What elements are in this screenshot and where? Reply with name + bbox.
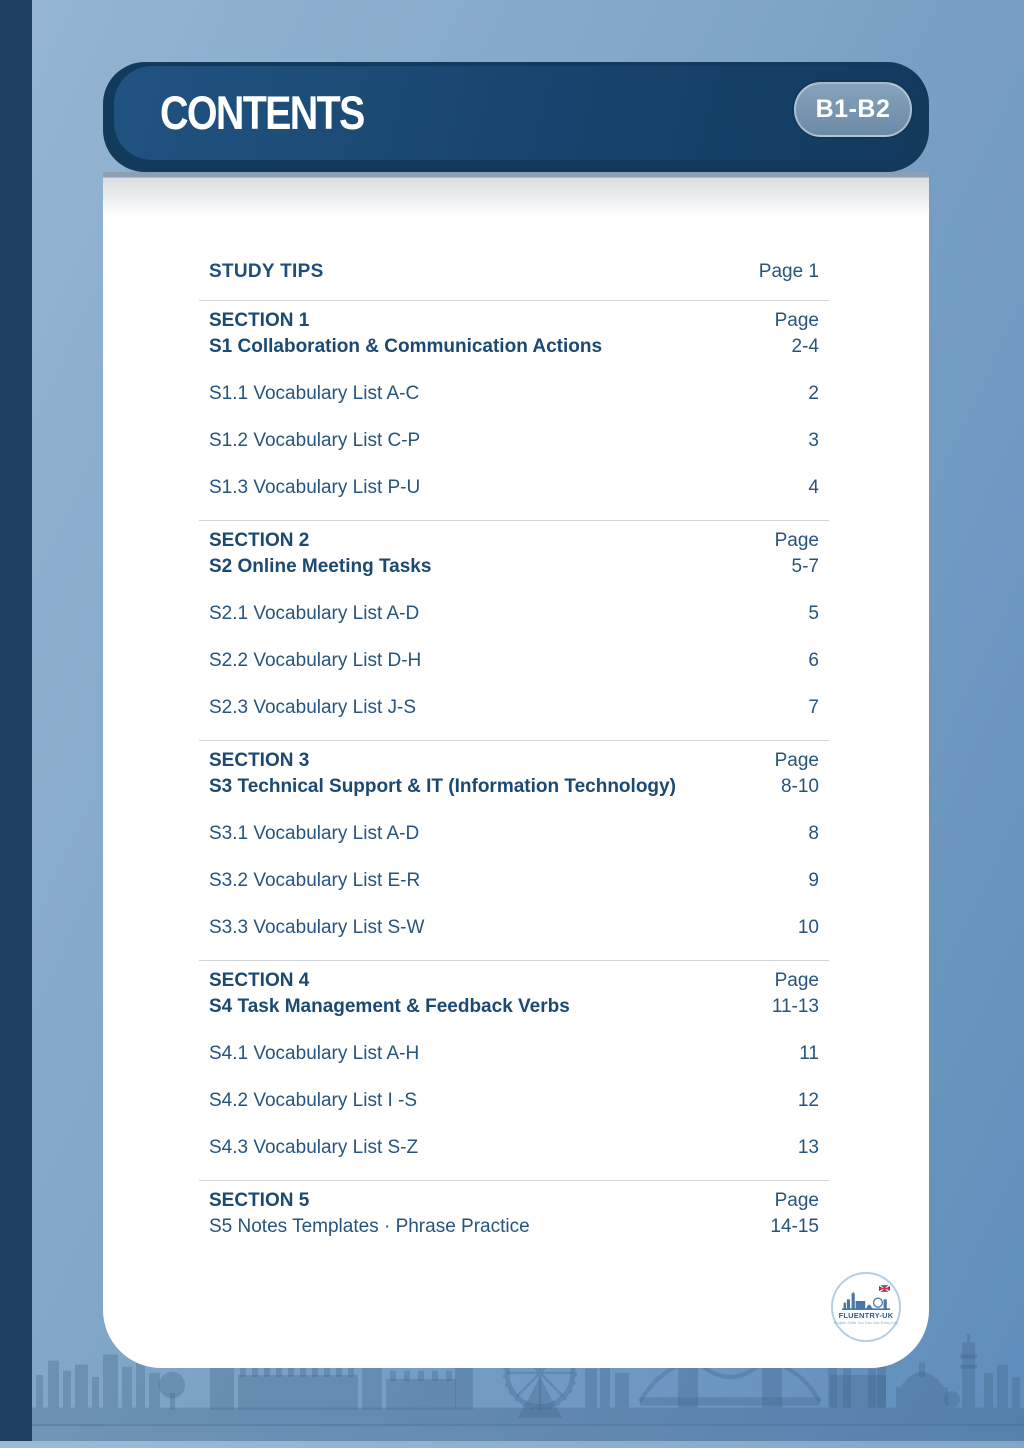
section-id: SECTION 1	[209, 310, 310, 331]
item-label: S4.1 Vocabulary List A-H	[209, 1043, 420, 1064]
page-range: 14-15	[770, 1216, 819, 1237]
page-range: 5-7	[791, 556, 819, 577]
section-title: S4 Task Management & Feedback Verbs	[209, 996, 570, 1017]
section-title: S3 Technical Support & IT (Information Technology)	[209, 776, 676, 797]
section-header	[199, 748, 829, 800]
item-page: 10	[797, 917, 819, 938]
uk-flag-icon	[879, 1285, 890, 1292]
item-label: S4.2 Vocabulary List I -S	[209, 1090, 418, 1111]
section-title: S1 Collaboration & Communication Actions	[209, 336, 603, 357]
toc-item	[199, 1041, 829, 1067]
section-header	[199, 968, 829, 1020]
page-title: CONTENTS	[160, 86, 364, 139]
item-label: S4.3 Vocabulary List S-Z	[209, 1137, 419, 1158]
skyline-ground-band	[0, 1424, 1024, 1441]
item-page: 5	[808, 603, 819, 624]
fluentry-uk-logo	[831, 1272, 901, 1342]
toc-item	[199, 1088, 829, 1114]
item-label: S1.3 Vocabulary List P-U	[209, 477, 421, 498]
toc-item	[199, 648, 829, 674]
item-page: 11	[799, 1043, 819, 1064]
item-label: S2.2 Vocabulary List D-H	[209, 650, 422, 671]
section-id: SECTION 5	[209, 1190, 310, 1211]
page-word: Page	[774, 310, 819, 331]
divider	[199, 960, 829, 961]
toc-item	[199, 475, 829, 501]
section-id: SECTION 4	[209, 970, 310, 991]
item-label: S1.1 Vocabulary List A-C	[209, 383, 420, 404]
item-page: 8	[808, 823, 819, 844]
item-page: 9	[808, 870, 819, 891]
table-of-contents	[199, 172, 829, 1240]
toc-item	[199, 601, 829, 627]
toc-item	[199, 868, 829, 894]
toc-item	[199, 695, 829, 721]
page-word: Page	[774, 750, 819, 771]
item-page: 6	[808, 650, 819, 671]
study-tips-page: Page 1	[758, 261, 819, 282]
header-card-inner	[114, 66, 924, 160]
item-page: 2	[808, 383, 819, 404]
level-badge: B1-B2	[794, 82, 912, 137]
section-header	[199, 1188, 829, 1240]
page-range: 2-4	[791, 336, 819, 357]
section-title: S2 Online Meeting Tasks	[209, 556, 432, 577]
toc-item	[199, 1135, 829, 1161]
header-card	[103, 62, 929, 172]
page-range: 8-10	[780, 776, 819, 797]
contents-card	[103, 172, 929, 1368]
item-page: 7	[808, 697, 819, 718]
toc-section-5	[199, 1188, 829, 1240]
item-label: S2.3 Vocabulary List J-S	[209, 697, 416, 718]
item-label: S3.3 Vocabulary List S-W	[209, 917, 425, 938]
toc-row-study-tips	[199, 258, 829, 286]
divider	[199, 520, 829, 521]
logo-tagline: English Skills You Can Use Every Day	[833, 1320, 899, 1325]
logo-brand-name: FLUENTRY-UK	[838, 1310, 894, 1320]
toc-section-2	[199, 528, 829, 741]
item-page: 12	[797, 1090, 819, 1111]
left-accent-strip	[0, 0, 32, 1441]
section-id: SECTION 2	[209, 530, 310, 551]
logo-skyline-icon	[842, 1292, 890, 1310]
toc-item	[199, 915, 829, 941]
bottom-light-band	[0, 1441, 1024, 1448]
study-tips-label: STUDY TIPS	[209, 261, 324, 282]
divider	[199, 300, 829, 301]
page-word: Page	[774, 1190, 819, 1211]
item-label: S2.1 Vocabulary List A-D	[209, 603, 420, 624]
toc-section-3	[199, 748, 829, 961]
item-page: 4	[808, 477, 819, 498]
page-word: Page	[774, 530, 819, 551]
divider	[199, 1180, 829, 1181]
toc-section-4	[199, 968, 829, 1181]
page-range: 11-13	[771, 996, 819, 1017]
toc-item	[199, 381, 829, 407]
item-label: S1.2 Vocabulary List C-P	[209, 430, 421, 451]
toc-section-1	[199, 308, 829, 521]
section-header	[199, 308, 829, 360]
toc-item	[199, 428, 829, 454]
section-header	[199, 528, 829, 580]
page-word: Page	[774, 970, 819, 991]
section-title: S5 Notes Templates · Phrase Practice	[209, 1216, 530, 1237]
item-page: 13	[797, 1137, 819, 1158]
item-label: S3.1 Vocabulary List A-D	[209, 823, 420, 844]
divider	[199, 740, 829, 741]
item-page: 3	[808, 430, 819, 451]
item-label: S3.2 Vocabulary List E-R	[209, 870, 421, 891]
section-id: SECTION 3	[209, 750, 310, 771]
toc-item	[199, 821, 829, 847]
